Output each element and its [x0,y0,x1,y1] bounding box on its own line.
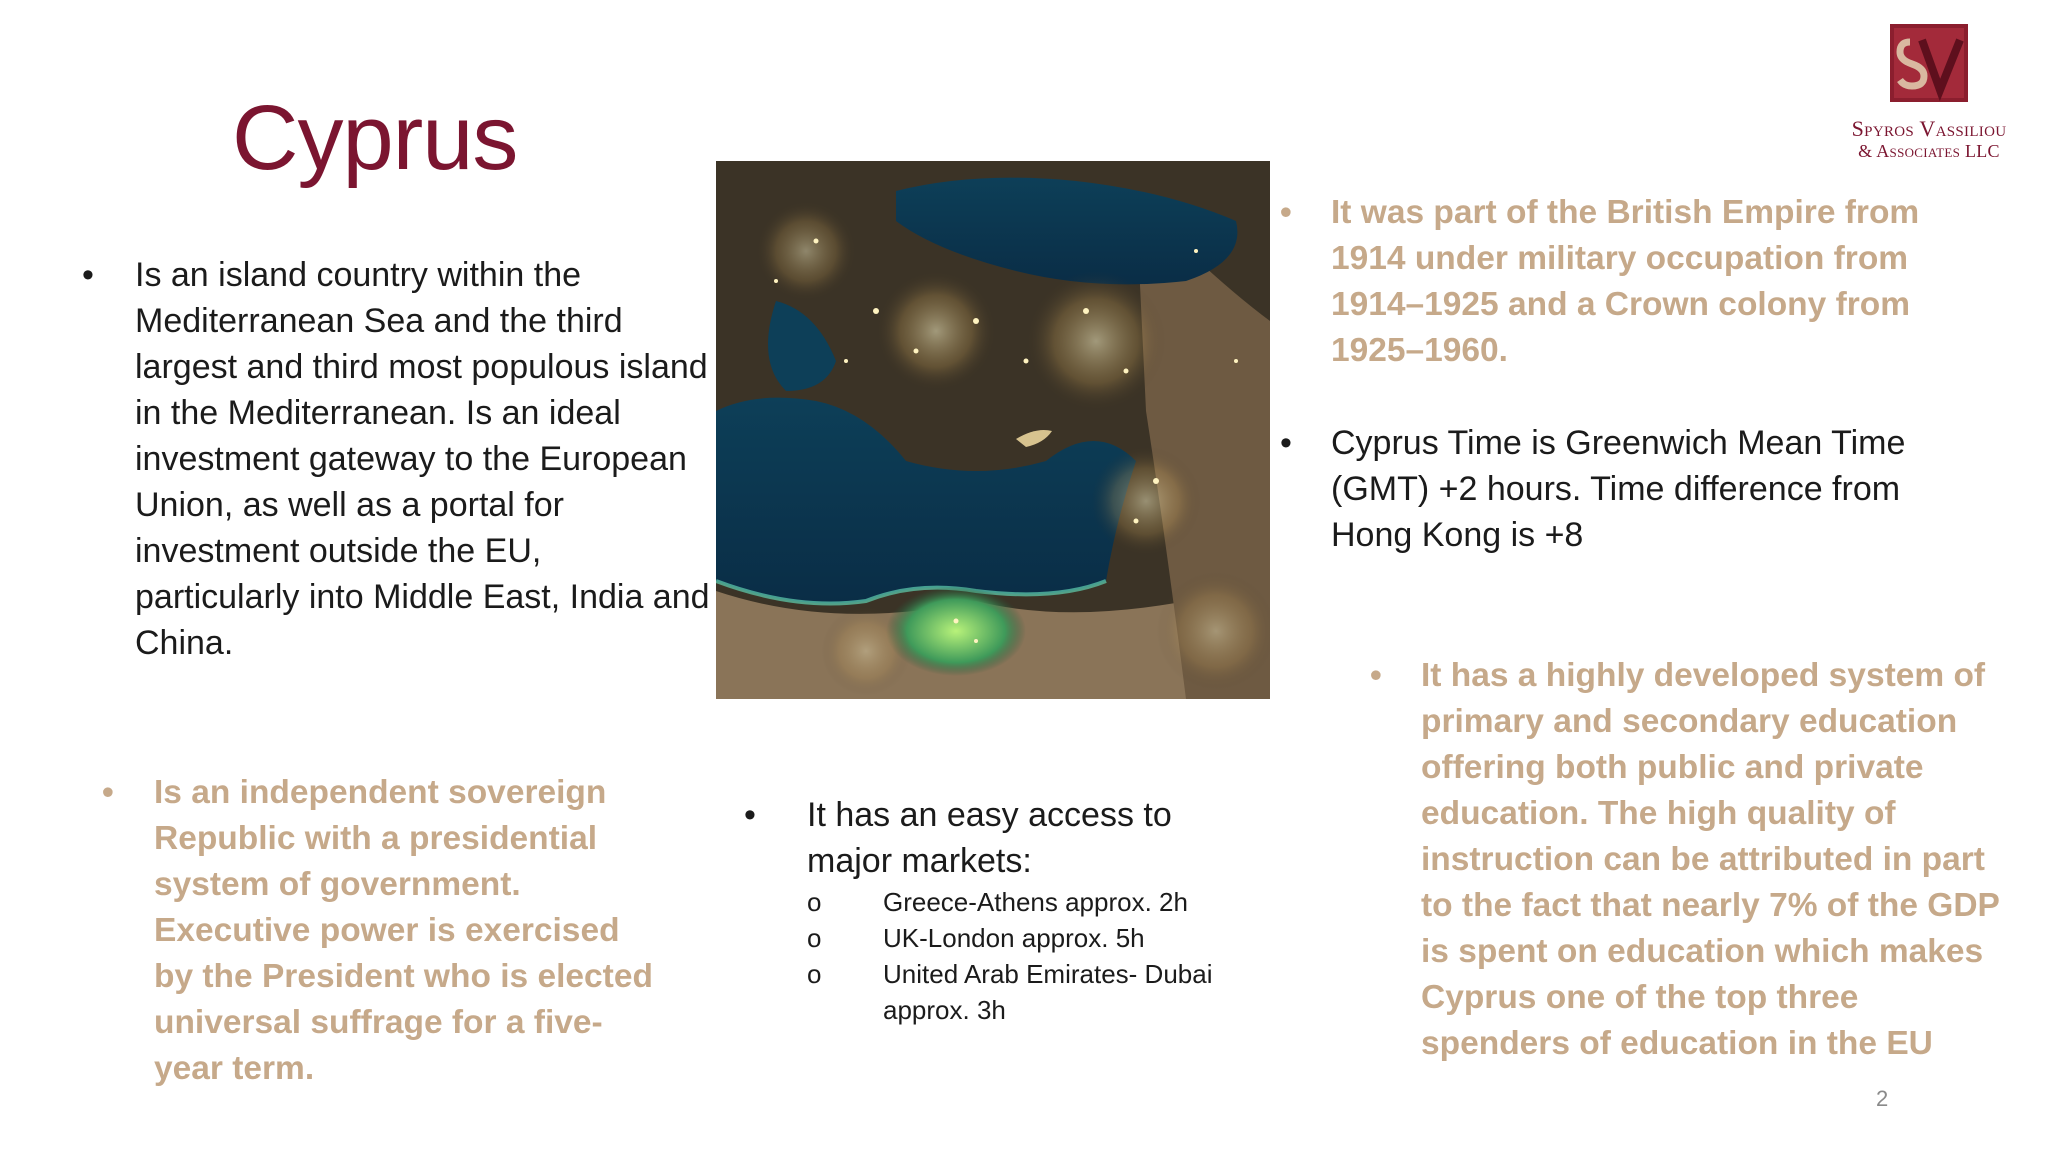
list-item [807,920,1264,956]
list-item-text: UK-London approx. 5h [883,923,1145,953]
time-zone-text: Cyprus Time is Greenwich Mean Time (GMT) +2 hours. Time difference from Hong Kong is +8 [1331,424,1906,554]
bullet-marker: • [1370,657,1382,694]
bullet-marker: • [102,774,114,811]
list-item [807,956,1264,1028]
island-description-text: Is an island country within the Mediterranean Sea and the third largest and third most populous island in the Mediterranean. Is an ideal investment gateway to the European Union, as well as a portal for investment outside the EU, particularly into Middle East, India and China. [135,256,710,662]
bullet-marker: • [744,796,756,834]
sub-bullet-marker: o [807,887,822,917]
mediterranean-night-map-icon [716,161,1270,699]
sub-bullet-marker: o [807,959,822,989]
bullet-marker: • [1280,194,1292,231]
logo-name-line1: Spyros Vassiliou [1851,116,2007,141]
list-item [807,884,1264,920]
market-access-list [807,884,1264,1028]
education-text: It has a highly developed system of primary and secondary education offering both public and private education. The high quality of instruction can be attributed in part to the fact that nearly 7% of the GDP is spent on education which makes Cyprus one of the top three spenders of education in the EU [1421,657,2000,1062]
list-item-text: Greece-Athens approx. 2h [883,887,1188,917]
market-access-text: It has an easy access to major markets: [807,796,1172,880]
satellite-map-image [716,161,1270,699]
sv-monogram-icon [1884,20,1974,110]
list-item-text: United Arab Emirates- Dubai approx. 3h [883,959,1213,1025]
company-logo [1818,14,2040,168]
bullet-time-zone [1280,420,1920,558]
bullet-marker: • [82,256,94,294]
bullet-marker: • [1280,424,1292,462]
page-title: Cyprus [232,87,518,189]
sub-bullet-marker: o [807,923,822,953]
bullet-education [1370,653,2010,1067]
page-number: 2 [1876,1086,1889,1111]
logo-name-line2: & Associates LLC [1858,141,2000,161]
british-empire-text: It was part of the British Empire from 1914 under military occupation from 1914–1925 and a Crown colony from 1925–1960. [1331,194,1920,369]
sovereign-republic-text: Is an independent sovereign Republic with a presidential system of government. Executive power is exercised by the President who is elected universal suffrage for a five-year term. [154,774,653,1087]
bullet-island-description [82,252,712,666]
bullet-market-access [744,792,1264,1028]
bullet-sovereign-republic [102,770,662,1092]
bullet-british-empire [1280,190,1920,374]
